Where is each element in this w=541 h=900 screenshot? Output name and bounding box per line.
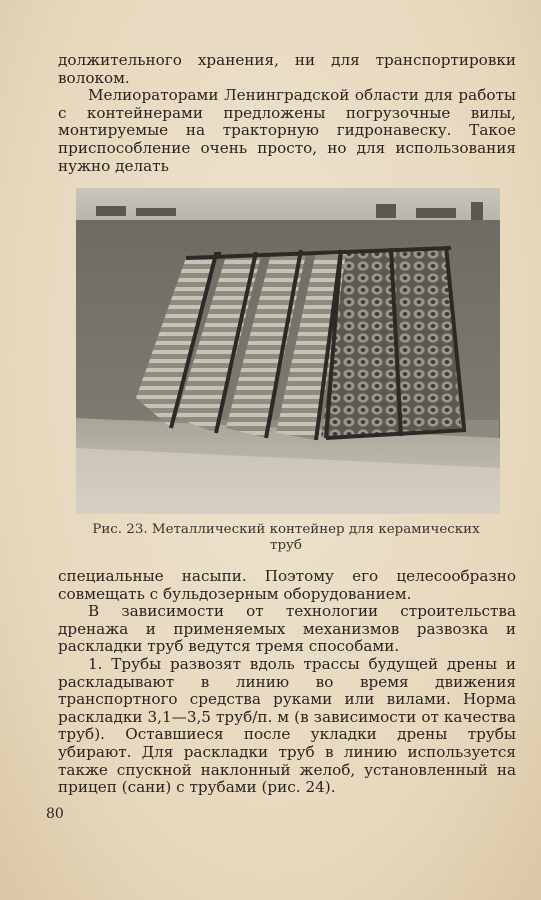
figure-caption: Рис. 23. Металлический контейнер для керамических труб [92, 522, 480, 553]
text-block-bottom [58, 568, 516, 797]
container-photo-illustration [76, 188, 500, 514]
paragraph: Мелиораторами Ленинградской области для работы с контейнерами предложены погрузочные вилы, монтируемые на тракторную гидронавеску. Такое приспособление очень просто, но для использования нужно делать [58, 86, 516, 175]
page-number: 80 [46, 806, 64, 822]
paragraph: В зависимости от технологии строительства дренажа и применяемых механизмов развозка и раскладки труб ведутся тремя способами. [58, 602, 516, 656]
text-block-top [58, 52, 516, 175]
paragraph: 1. Трубы развозят вдоль трассы будущей дрены и раскладывают в линию во время движения транспортного средства руками или вилами. Норма раскладки 3,1—3,5 труб/п. м (в зависимости от качества труб). Оставшиеся после укладки дрены трубы убирают. Для раскладки труб в линию используется также спускной наклонный желоб, установленный на прицеп (сани) с трубами (рис. 24). [58, 654, 516, 797]
paragraph-continuation: специальные насыпи. Поэтому его целесообразно совмещать с бульдозерным оборудованием. [58, 567, 516, 603]
figure-photo [76, 188, 500, 514]
paragraph-continuation: должительного хранения, ни для транспортировки волоком. [58, 51, 516, 87]
